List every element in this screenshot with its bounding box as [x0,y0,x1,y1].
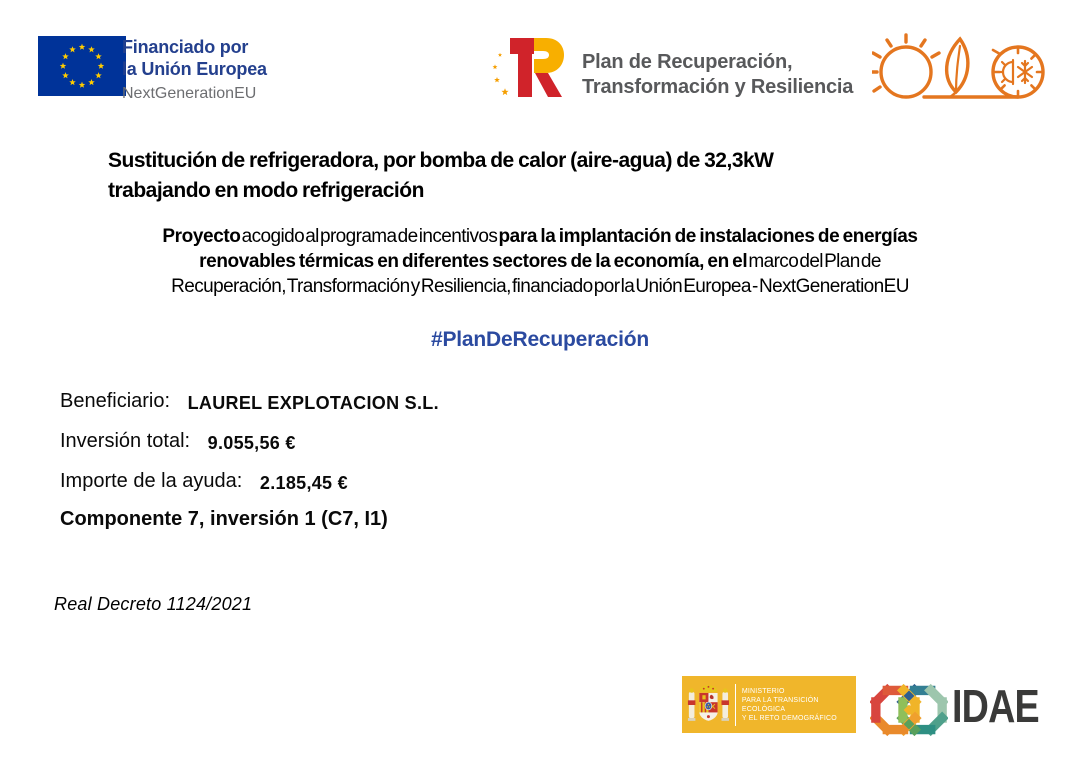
prtr-logo-text [582,50,853,100]
paragraph-line2: renovables térmicas en diferentes sectores de la economía, en el marco del Plan de [199,251,881,272]
hashtag-plan-de-recuperacion: #PlanDeRecuperación [431,328,649,351]
beneficiario-row [60,390,439,413]
inversion-total-label: Inversión total: [60,430,191,452]
paragraph-line3: Recuperación, Transformación y Resiliencia, financiado por la Unión Europea - NextGenerationEU [171,276,909,297]
eu-funded-line1: Financiado por [122,37,249,57]
title-line1: Sustitución de refrigeradora, por bomba de calor (aire-agua) de 32,3kW [108,149,774,172]
eu-funded-line2: la Unión Europea [122,59,267,79]
eu-flag-icon [38,36,126,96]
ministerio-line2: PARA LA TRANSICIÓN ECOLÓGICA [741,696,819,713]
importe-ayuda-row [60,470,348,493]
componente-row: Componente 7, inversión 1 (C7, I1) [60,508,388,530]
renewable-energy-icons [872,30,1048,110]
prtr-line1: Plan de Recuperación, [582,51,793,73]
page-title [108,146,988,206]
snowflake-icon [1018,61,1032,83]
idae-octagons-icon [870,676,948,744]
importe-ayuda-value: 2.185,45 € [259,473,348,493]
ministerio-line1: MINISTERIO [741,687,785,695]
heat-cold-dial-icon [993,47,1043,97]
prtr-line2: Transformación y Resiliencia [582,76,854,98]
ministerio-logo [682,676,856,733]
prtr-logo-icon [486,26,578,111]
eu-logo-text [122,36,267,103]
importe-ayuda-label: Importe de la ayuda: [60,470,243,492]
arrow-icon [993,50,1000,61]
idae-wordmark: IDAE [952,680,1039,732]
nextgeneration-eu-label: NextGenerationEU [122,85,257,102]
leaf-icon [947,39,968,97]
spain-coat-of-arms-icon [687,681,730,729]
beneficiario-value: LAUREL EXPLOTACION S.L. [187,393,439,413]
ministerio-name [736,687,856,723]
sun-icon [872,35,939,97]
inversion-total-row [60,430,296,453]
paragraph-line1: Proyecto acogido al programa de incentivos para la implantación de instalaciones de energías [162,226,918,247]
project-description [90,224,990,299]
ministerio-line3: Y EL RETO DEMOGRÁFICO [741,714,837,722]
real-decreto-reference: Real Decreto 1124/2021 [54,594,253,614]
half-sun-icon [999,60,1013,84]
inversion-total-value: 9.055,56 € [207,433,296,453]
beneficiario-label: Beneficiario: [60,390,171,412]
title-line2: trabajando en modo refrigeración [108,179,424,202]
